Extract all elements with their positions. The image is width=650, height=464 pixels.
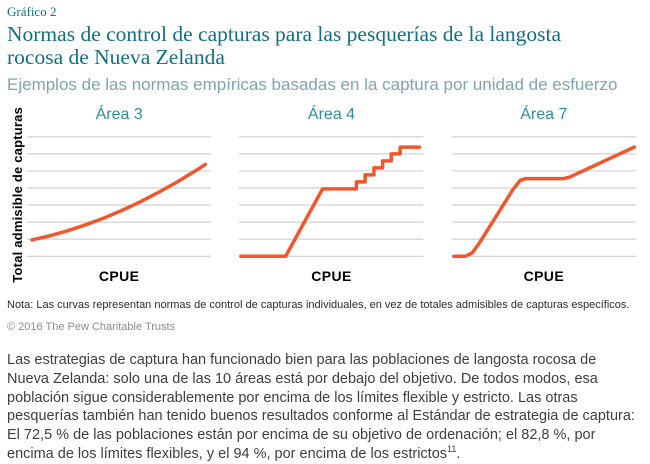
footnote-marker: 11 [447, 444, 457, 455]
y-axis-label-container [7, 106, 27, 284]
area-4-line-plot [239, 129, 423, 266]
body-paragraph-text: Las estrategias de captura han funcionado bien para las poblaciones de langosta rocosa de Nueva Zelanda: solo una de las 10 áreas está por debajo del objetivo. De todos modos, esa población sigue considerablemente por encima de los límites flexible y estricto. Las otras pesquerías también han tenido buenos resultados conforme al Estándar de estrategia de captura: El 72,5 % de las poblaciones están por encima de su objetivo de ordenación; el 82,8 %, por encima de los límites flexibles, y el 94 %, por encima de los estrictos [7, 352, 635, 462]
figure-kicker: Gráfico 2 [7, 4, 57, 19]
body-paragraph [7, 351, 644, 464]
figure-note: Nota: Las curvas representan normas de control de capturas individuales, en vez de totales admisibles de capturas específicos. [7, 299, 630, 311]
gridlines [27, 137, 211, 256]
body-paragraph-suffix: . [456, 445, 461, 462]
x-axis-label-area-7: CPUE [523, 268, 565, 284]
chart-panel-area-4 [239, 106, 423, 284]
figure-copyright: © 2016 The Pew Charitable Trusts [7, 321, 176, 333]
chart-panels [27, 106, 644, 284]
harvest-control-rule-line [241, 147, 420, 256]
harvest-control-rule-line [453, 147, 633, 256]
figure-title: Normas de control de capturas para las pesquerías de la langosta rocosa de Nueva Zelanda [7, 22, 562, 69]
y-axis-label: Total admisible de capturas [9, 107, 25, 283]
harvest-control-rule-line [32, 164, 205, 240]
chart-panel-area-3 [27, 106, 211, 284]
area-3-line-plot [27, 129, 211, 266]
x-axis-label-area-4: CPUE [311, 268, 352, 284]
chart-title-area-3: Área 3 [95, 106, 143, 123]
gridlines [452, 137, 636, 256]
figure-subtitle: Ejemplos de las normas empíricas basadas en la captura por unidad de esfuerzo [7, 75, 618, 94]
chart-title-area-4: Área 4 [307, 106, 356, 123]
x-axis-label-area-3: CPUE [98, 268, 140, 284]
area-7-line-plot [452, 129, 636, 266]
charts-row [7, 106, 644, 284]
chart-title-area-7: Área 7 [520, 106, 568, 123]
chart-panel-area-7 [452, 106, 636, 284]
